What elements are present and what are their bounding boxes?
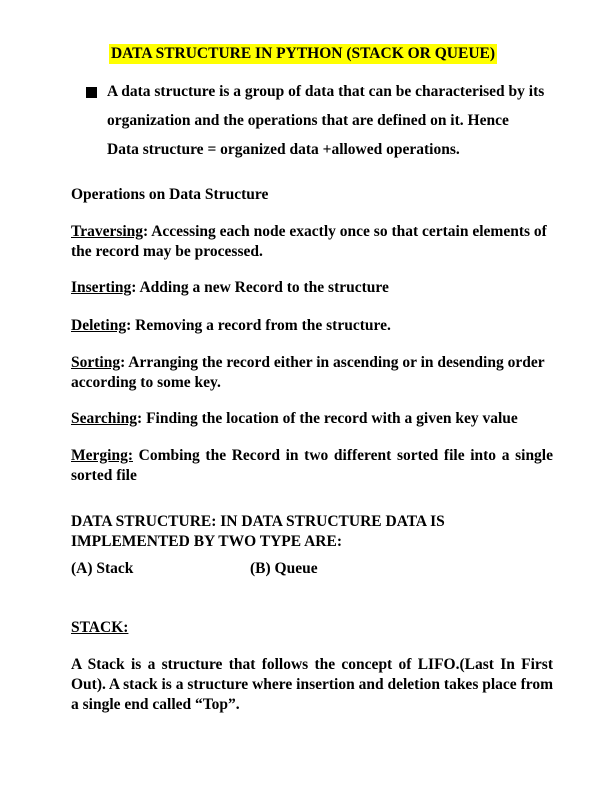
operation-description: : Adding a new Record to the structure — [131, 279, 389, 296]
type-a-stack: (A) Stack — [71, 560, 134, 577]
operation-term: Traversing — [71, 223, 144, 240]
operation-description: : Finding the location of the record with a given key value — [137, 410, 518, 427]
intro-line-3: Data structure = organized data +allowed operations. — [107, 141, 460, 158]
stack-heading-text: STACK: — [71, 619, 129, 636]
black-square-bullet-icon — [86, 87, 97, 98]
intro-line-2: organization and the operations that are defined on it. Hence — [107, 112, 509, 129]
operation-inserting — [71, 278, 553, 298]
operation-description: : Removing a record from the structure. — [126, 317, 391, 334]
types-heading: DATA STRUCTURE: IN DATA STRUCTURE DATA IS IMPLEMENTED BY TWO TYPE ARE: — [71, 513, 445, 550]
operation-term: Inserting — [71, 279, 132, 296]
operation-traversing — [71, 222, 553, 262]
operation-merging — [71, 446, 553, 486]
types-row — [71, 559, 553, 579]
title-wrapper — [0, 44, 606, 64]
operation-term: Searching — [71, 410, 138, 427]
document-title: DATA STRUCTURE IN PYTHON (STACK OR QUEUE) — [110, 45, 496, 62]
operations-heading: Operations on Data Structure — [71, 186, 269, 203]
intro-line-1: A data structure is a group of data that can be characterised by its — [107, 83, 545, 100]
type-b-queue: (B) Queue — [250, 560, 318, 577]
operation-description: : Arranging the record either in ascending or in desending order according to some key. — [71, 354, 545, 391]
stack-heading — [71, 618, 553, 638]
operation-description: Combing the Record in two different sorted file into a single sorted file — [71, 447, 553, 484]
operation-searching — [71, 409, 553, 429]
stack-paragraph: A Stack is a structure that follows the concept of LIFO.(Last In First Out). A stack is a structure where insertion and deletion takes place from a single end called “Top”. — [71, 656, 553, 713]
operation-deleting — [71, 316, 553, 336]
operation-description: : Accessing each node exactly once so that certain elements of the record may be processed. — [71, 223, 547, 260]
operation-term: Merging: — [71, 447, 133, 464]
operation-term: Sorting — [71, 354, 121, 371]
operation-term: Deleting — [71, 317, 127, 334]
operation-sorting — [71, 353, 553, 393]
